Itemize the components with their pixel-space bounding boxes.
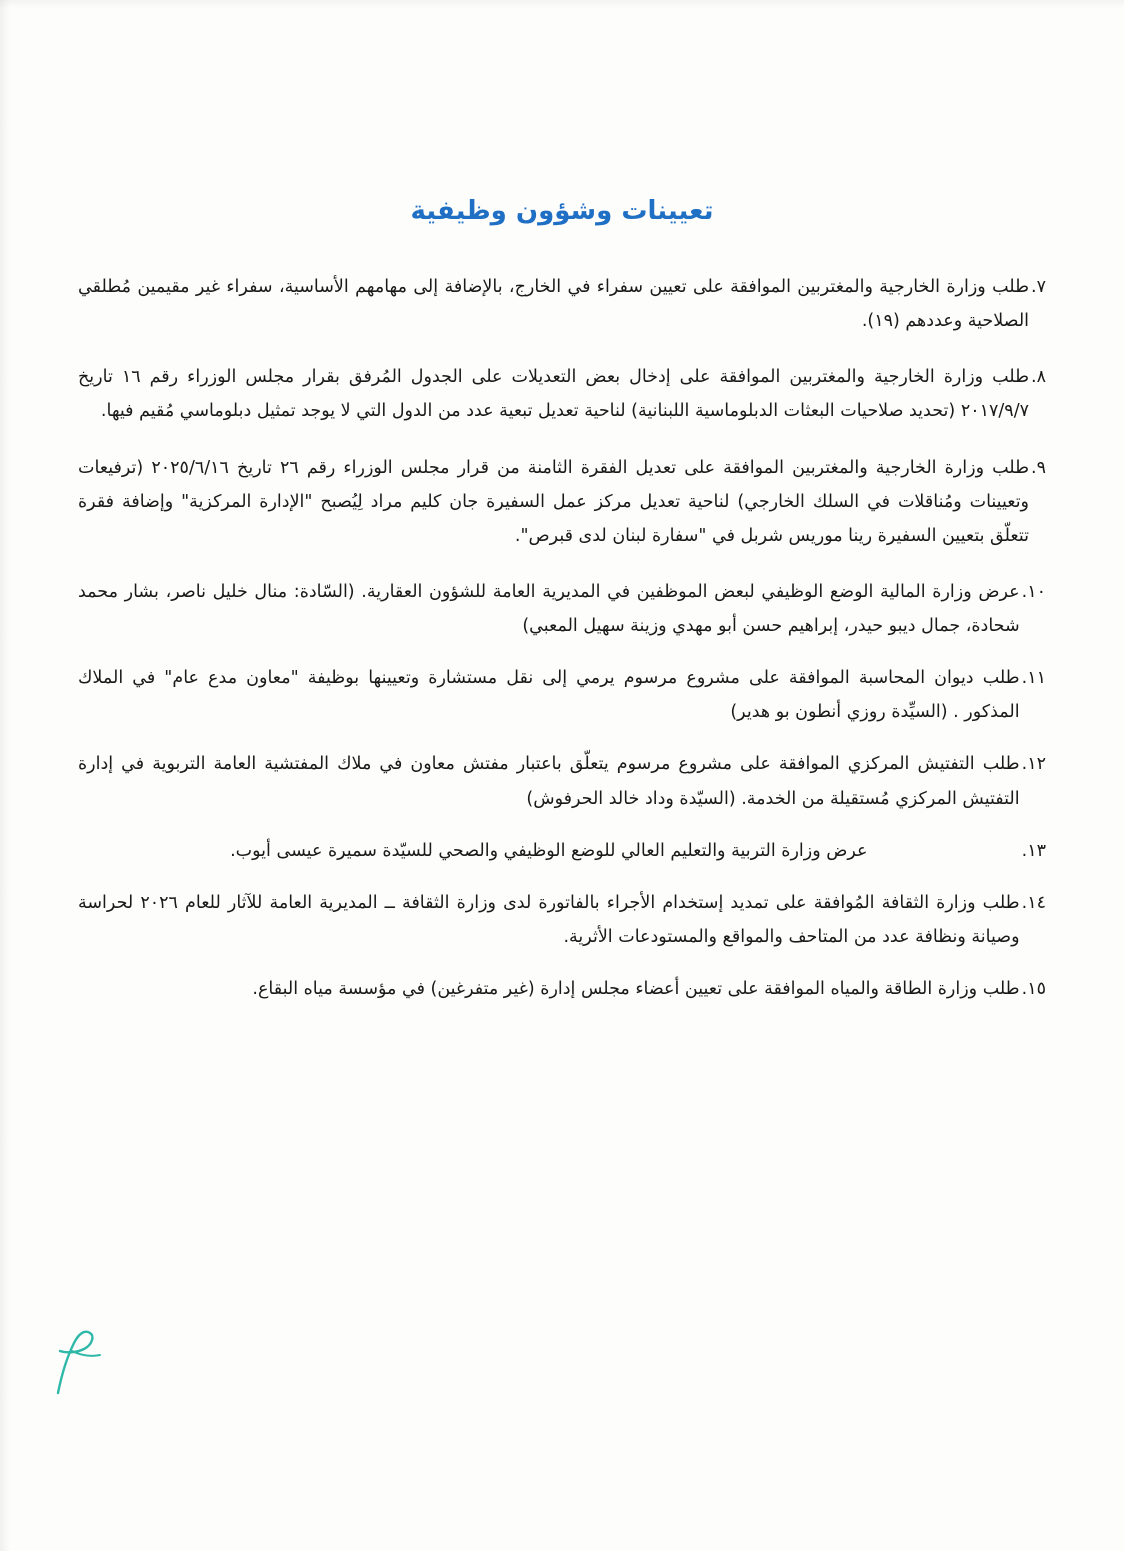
page-title: تعيينات وشؤون وظيفية: [410, 196, 714, 226]
list-item-number: ١٥.: [1021, 979, 1046, 999]
list-item: [78, 451, 1046, 553]
list-item-number: ١٣.: [1021, 840, 1046, 861]
list-item-text: طلب ديوان المحاسبة الموافقة على مشروع مرسوم يرمي إلى نقل مستشارة وتعيينها بوظيفة "معاون مدع عام" في الملاك المذكور . (السيِّدة روزي أنطون بو هدير): [78, 668, 1020, 723]
list-item-text: طلب وزارة الخارجية والمغتربين الموافقة على تعيين سفراء في الخارج، بالإضافة إلى مهامهم الأساسية، سفراء غير مقيمين مُطلقي الصلاحية وعددهم (١٩).: [78, 277, 1030, 332]
handwritten-signature-icon: [38, 1321, 128, 1401]
list-item-number: ١١.: [1021, 668, 1046, 689]
list-item-text: طلب وزارة الثقافة المُوافقة على تمديد إستخدام الأجراء بالفاتورة لدى وزارة الثقافة ــ المديرية العامة للآثار للعام ٢٠٢٦ لحراسة وصيانة ونظافة عدد من المتاحف والمواقع والمستودعات الأثرية.: [78, 892, 1020, 947]
list-item-text: طلب وزارة الخارجية والمغتربين الموافقة على تعديل الفقرة الثامنة من قرار مجلس الوزراء رقم ٢٦ تاريخ ٢٠٢٥/٦/١٦ (ترفيعات وتعيينات ومُناقلات في السلك الخارجي) لناحية تعديل مركز عمل السفيرة جان كليم مراد لِيُصبح "الإدارة المركزية" وإضافة فقرة تتعلّق بتعيين السفيرة رينا موريس شربل في "سفارة لبنان لدى قبرص".: [78, 457, 1030, 546]
list-item: [78, 886, 1046, 954]
list-item-text: طلب وزارة الخارجية والمغتربين الموافقة على إدخال بعض التعديلات على الجدول المُرفق بقرار مجلس الوزراء رقم ١٦ تاريخ ٢٠١٧/٩/٧ (تحديد صلاحيات البعثات الدبلوماسية اللبنانية) لناحية تعديل تبعية عدد من الدول التي لا يوجد تمثيل دبلوماسي مُقيم فيها.: [78, 367, 1030, 422]
list-item-number: ٨.: [1031, 367, 1046, 388]
list-item-number: ٩.: [1031, 457, 1046, 478]
list-item: [78, 661, 1046, 729]
list-item-number: ١٢.: [1021, 754, 1046, 775]
list-item: [78, 747, 1046, 815]
list-item: [78, 834, 1046, 868]
list-item: [78, 360, 1046, 428]
list-item-number: ١٤.: [1021, 892, 1046, 913]
list-item: [78, 972, 1046, 1006]
page-edge-shadow-left: [0, 0, 10, 1551]
list-item-number: ١٠.: [1021, 581, 1046, 602]
list-item-text: عرض وزارة المالية الوضع الوظيفي لبعض الموظفين في المديرية العامة للشؤون العقارية. (السّادة: منال خليل ناصر، بشار محمد شحادة، جمال ديبو حيدر، إبراهيم حسن أبو مهدي وزينة سهيل المعبي): [78, 581, 1020, 636]
list-item-text: عرض وزارة التربية والتعليم العالي للوضع الوظيفي والصحي للسيّدة سميرة عيسى أيوب.: [230, 840, 868, 861]
list-item-text: طلب وزارة الطاقة والمياه الموافقة على تعيين أعضاء مجلس إدارة (غير متفرغين) في مؤسسة مياه البقاع.: [252, 979, 1020, 999]
list-item: [78, 575, 1046, 643]
page-edge-shadow-top: [0, 0, 1124, 8]
list-item-text: طلب التفتيش المركزي الموافقة على مشروع مرسوم يتعلّق باعتبار مفتش معاون في ملاك المفتشية العامة التربوية في إدارة التفتيش المركزي مُستقيلة من الخدمة. (السيّدة وداد خالد الحرفوش): [78, 754, 1020, 809]
list-item-number: ٧.: [1031, 277, 1046, 297]
list-item: [78, 270, 1046, 338]
document-body: [78, 270, 1046, 1006]
